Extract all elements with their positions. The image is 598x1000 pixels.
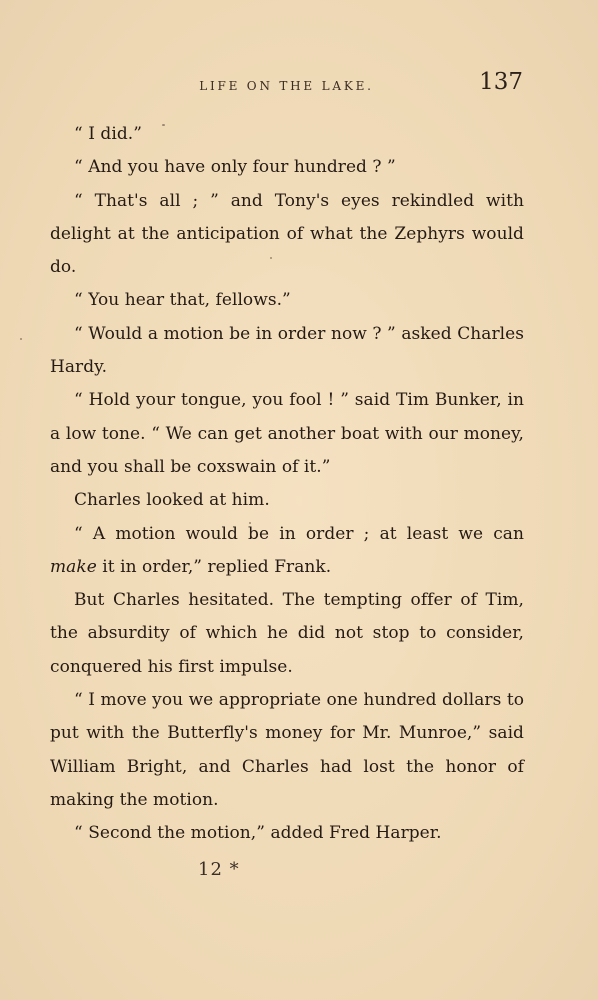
paper-speck bbox=[249, 522, 251, 524]
paragraph-3: “ That's all ; ” and Tony's eyes rekindled with delight at the anticipation of what the Zephyrs would do. bbox=[50, 190, 524, 278]
paragraph-8-after: it in order,” replied Frank. bbox=[96, 556, 332, 577]
body-text bbox=[50, 118, 524, 851]
running-head: LIFE ON THE LAKE. bbox=[199, 79, 374, 93]
paragraph-11: “ Second the motion,” added Fred Harper. bbox=[74, 823, 442, 844]
paragraph-8 bbox=[50, 518, 524, 585]
paragraph-4: “ You hear that, fellows.” bbox=[74, 290, 291, 311]
paragraph-8-before: “ A motion would be in order ; at least we can bbox=[74, 523, 524, 544]
paragraph-1: “ I did.” bbox=[74, 124, 142, 144]
paper-speck bbox=[162, 124, 165, 126]
page-number: 137 bbox=[479, 69, 523, 95]
paragraph-9: But Charles hesitated. The tempting offer of Tim, the absurdity of which he did not stop to consider, conquered his first impulse. bbox=[50, 590, 524, 677]
paper-speck bbox=[270, 257, 272, 259]
paragraph-8-italic: make bbox=[50, 556, 97, 577]
signature-mark: 12 * bbox=[198, 859, 240, 880]
paper-speck bbox=[20, 338, 22, 340]
paragraph-6: “ Hold your tongue, you fool ! ” said Tim Bunker, in a low tone. “ We can get another boat with our money, and you shall be coxswain of it.” bbox=[50, 390, 524, 477]
paragraph-2: “ And you have only four hundred ? ” bbox=[74, 157, 396, 178]
paragraph-5: “ Would a motion be in order now ? ” asked Charles Hardy. bbox=[50, 323, 524, 378]
page-header bbox=[50, 68, 523, 100]
paragraph-10: “ I move you we appropriate one hundred dollars to put with the Butterfly's money for Mr. Munroe,” said William Bright, and Charles had lost the honor of making the motion. bbox=[50, 690, 524, 810]
paragraph-7: Charles looked at him. bbox=[74, 490, 270, 511]
